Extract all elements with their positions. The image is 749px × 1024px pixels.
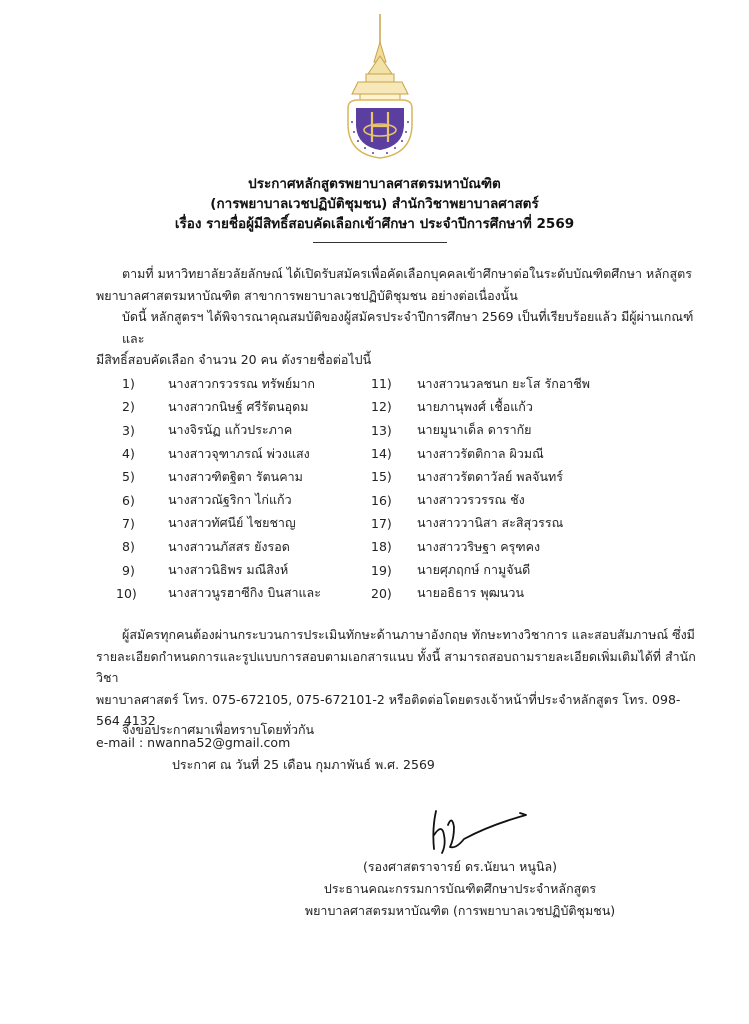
item-number: 16) xyxy=(371,492,392,508)
list-item xyxy=(122,558,321,581)
intro-paragraph xyxy=(96,263,696,371)
list-item xyxy=(122,465,321,488)
list-item xyxy=(122,419,321,442)
item-number: 8) xyxy=(122,539,135,555)
candidate-name: นายภานุพงศ์ เชื้อแก้ว xyxy=(417,398,533,414)
item-number: 12) xyxy=(371,399,392,415)
list-item xyxy=(371,488,590,511)
item-number: 6) xyxy=(122,492,135,508)
intro-line-4: มีสิทธิ์สอบคัดเลือก จำนวน 20 คน ดังรายชื่อต่อไปนี้ xyxy=(96,352,372,367)
item-number: 3) xyxy=(122,422,135,438)
candidate-name: นางสาวนภัสสร ยังรอด xyxy=(168,538,290,554)
candidate-list-right xyxy=(371,372,590,605)
list-item xyxy=(122,488,321,511)
item-number: 7) xyxy=(122,515,135,531)
details-line-2: รายละเอียดกำหนดการและรูปแบบการสอบตามเอกสารแนบ ทั้งนี้ สามารถสอบถามรายละเอียดเพิ่มเติมได้ที่ สำนักวิชา xyxy=(96,648,696,685)
candidate-name: นางสาวกนิษฐ์ ศรีรัตนอุดม xyxy=(168,398,309,414)
item-number: 1) xyxy=(122,376,135,392)
title-line-1: ประกาศหลักสูตรพยาบาลศาสตรมหาบัณฑิต xyxy=(248,176,501,192)
candidate-name: นางสาววานิสา สะสิสุวรรณ xyxy=(417,515,564,531)
item-number: 5) xyxy=(122,469,135,485)
list-item xyxy=(122,442,321,465)
list-item xyxy=(122,512,321,535)
list-item xyxy=(371,558,590,581)
list-item xyxy=(371,372,590,395)
list-item xyxy=(371,512,590,535)
list-item xyxy=(122,395,321,418)
item-number: 2) xyxy=(122,399,135,415)
candidate-name: นายศุภฤกษ์ กามูจันดี xyxy=(417,562,531,578)
intro-line-3: บัดนี้ หลักสูตรฯ ได้พิจารณาคุณสมบัติของผู้สมัครประจำปีการศึกษา 2569 เป็นที่เรียบร้อยแล้ว มีผู้ผ่านเกณฑ์และ xyxy=(122,309,694,346)
candidate-name: นางจิรนัฏ แก้วประภาค xyxy=(168,422,293,438)
title-line-2: (การพยาบาลเวชปฏิบัติชุมชน) สำนักวิชาพยาบาลศาสตร์ xyxy=(210,196,539,212)
intro-line-2: พยาบาลศาสตรมหาบัณฑิต สาขาการพยาบาลเวชปฏิบัติชุมชน อย่างต่อเนื่องนั้น xyxy=(96,287,518,303)
candidate-name: นางสาวฑิตฐิตา รัตนคาม xyxy=(168,468,303,484)
item-number: 20) xyxy=(371,585,392,601)
university-crest-icon xyxy=(338,12,422,162)
candidate-name: นางสาววริษฐา ครุฑคง xyxy=(417,538,541,554)
item-number: 9) xyxy=(122,562,135,578)
title-divider xyxy=(313,242,447,243)
candidate-list-left xyxy=(116,372,321,605)
candidate-name: นายอธิธาร พุฒนวน xyxy=(417,585,525,601)
signatory-name: (รองศาสตราจารย์ ดร.นัยนา หนูนิล) xyxy=(362,859,558,874)
contact-email: e-mail : nwanna52@gmail.com xyxy=(96,734,291,750)
candidate-name: นางสาวณัฐริกา ไก่แก้ว xyxy=(168,492,292,508)
list-item xyxy=(371,465,590,488)
item-number: 11) xyxy=(371,376,392,392)
candidate-name: นางสาวนวลชนก ยะโส รักอาชีพ xyxy=(417,375,591,391)
signatory-position-2: พยาบาลศาสตรมหาบัณฑิต (การพยาบาลเวชปฏิบัติชุมชน) xyxy=(304,903,616,918)
item-number: 4) xyxy=(122,446,135,462)
list-item xyxy=(371,582,590,605)
list-item xyxy=(371,535,590,558)
list-item xyxy=(371,419,590,442)
announcement-title xyxy=(0,174,749,234)
handwritten-signature-icon xyxy=(420,805,530,860)
item-number: 10) xyxy=(116,585,137,601)
candidate-name: นางสาวรัตติกาล ผิวมณี xyxy=(417,445,544,461)
signatory-position-1: ประธานคณะกรรมการบัณฑิตศึกษาประจำหลักสูตร xyxy=(323,881,597,896)
candidate-name: นางสาวจุฑาภรณ์ พ่วงแสง xyxy=(168,445,310,461)
signatory-block xyxy=(290,856,630,922)
candidate-name: นายมูนาเด็ล ดารากัย xyxy=(417,422,532,438)
item-number: 18) xyxy=(371,539,392,555)
list-item xyxy=(122,372,321,395)
item-number: 15) xyxy=(371,469,392,485)
candidate-name: นางสาวนูรฮาซีกิง บินสาและ xyxy=(168,585,321,601)
list-item xyxy=(122,535,321,558)
title-line-3: เรื่อง รายชื่อผู้มีสิทธิ์สอบคัดเลือกเข้าศึกษา ประจำปีการศึกษาที่ 2569 xyxy=(174,216,575,232)
item-number: 13) xyxy=(371,422,392,438)
list-item xyxy=(116,582,321,605)
candidate-name: นางสาวรัตดาวัลย์ พลจันทร์ xyxy=(417,468,564,484)
details-line-3: พยาบาลศาสตร์ โทร. 075-672105, 075-672101-2 หรือติดต่อโดยตรงเจ้าหน้าที่ประจำหลักสูตร โทร. 098-564 4132 xyxy=(96,691,681,728)
candidate-name: นางสาววรวรรณ ชัง xyxy=(417,492,525,508)
details-line-1: ผู้สมัครทุกคนต้องผ่านกระบวนการประเมินทักษะด้านภาษาอังกฤษ ทักษะทางวิชาการ และสอบสัมภาษณ์ ซึ่งมี xyxy=(122,627,695,642)
candidate-name: นางสาวทัศนีย์ ไชยชาญ xyxy=(168,515,296,531)
candidate-name: นางสาวกรวรรณ ทรัพย์มาก xyxy=(168,375,315,391)
item-number: 19) xyxy=(371,562,392,578)
item-number: 17) xyxy=(371,515,392,531)
intro-line-1: ตามที่ มหาวิทยาลัยวลัยลักษณ์ ได้เปิดรับสมัครเพื่อคัดเลือกบุคคลเข้าศึกษาต่อในระดับบัณฑิตศึกษา หลักสูตร xyxy=(122,266,692,281)
item-number: 14) xyxy=(371,446,392,462)
closing-text: จึงขอประกาศมาเพื่อทราบโดยทั่วกัน xyxy=(122,722,315,737)
list-item xyxy=(371,395,590,418)
list-item xyxy=(371,442,590,465)
announcement-date: ประกาศ ณ วันที่ 25 เดือน กุมภาพันธ์ พ.ศ. 2569 xyxy=(172,757,435,772)
candidate-name: นางสาวนิธิพร มณีสิงห์ xyxy=(168,562,289,578)
